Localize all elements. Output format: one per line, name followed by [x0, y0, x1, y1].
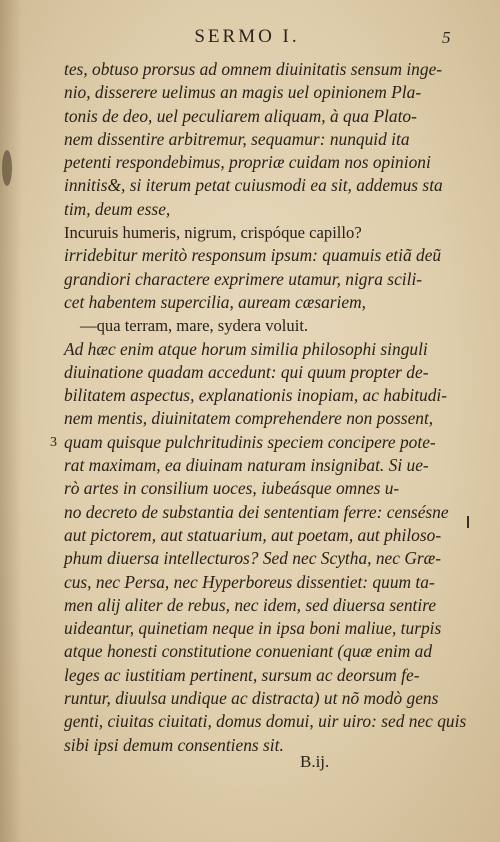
text-line: atque honesti constitutione conueniant (quæ enim ad [64, 641, 433, 662]
text-line: bilitatem aspectus, explanationis inopiam, ac habitudi- [64, 385, 448, 406]
text-line: runtur, diuulsa undique ac distracta) ut nõ modò gens [64, 688, 439, 709]
verse-line: Incuruis humeris, nigrum, crispóque capillo? [64, 223, 362, 243]
signature-mark: B.ij. [300, 752, 330, 771]
text-line: aut pictorem, aut statuarium, aut poetam, aut philoso- [64, 524, 442, 545]
text-line: uideantur, quinetiam neque in ipsa boni maliue, turpis [64, 618, 442, 639]
text-line: no decreto de substantia dei sententiam ferre: censésne [64, 501, 449, 522]
text-line: genti, ciuitas ciuitati, domus domui, uir uiro: sed nec quis [64, 711, 467, 732]
text-line: irridebitur meritò responsum ipsum: quamuis etiã deũ [64, 245, 442, 266]
text-line: rò artes in consilium uoces, iubeásque omnes u- [64, 478, 400, 499]
body-text [50, 58, 474, 757]
text-line: quam quisque pulchritudinis speciem concipere pote- [64, 431, 436, 452]
page-gutter-shadow [0, 0, 22, 842]
page-header [0, 26, 500, 52]
text-line: phum diuersa intellecturos? Sed nec Scytha, nec Græ- [64, 548, 442, 569]
text-line: cus, nec Persa, nec Hyperboreus dissentiet: quum ta- [64, 571, 435, 592]
text-line-with-margin-mark [50, 431, 474, 454]
text-line: Ad hæc enim atque horum similia philosophi singuli [64, 338, 428, 359]
text-line: nem dissentire arbitremur, sequamur: nunquid ita [64, 128, 410, 149]
text-line: nio, disserere uelimus an magis uel opinionem Pla- [64, 82, 422, 103]
text-line: cet habentem supercilia, auream cæsariem, [64, 291, 367, 312]
text-line: innitis&, si iterum petat cuiusmodi ea sit, addemus sta [64, 175, 443, 196]
text-line: nem mentis, diuinitatem comprehendere non possent, [64, 408, 434, 429]
text-line: rat maximam, ea diuinam naturam insignibat. Si ue- [64, 455, 429, 476]
ink-stain [2, 150, 12, 186]
text-line: tonis de deo, uel peculiarem aliquam, à qua Plato- [64, 105, 417, 126]
verse-line: —qua terram, mare, sydera voluit. [80, 316, 309, 336]
text-line: diuinatione quadam accedunt: qui quum propter de- [64, 361, 429, 382]
text-line: sibi ipsi demum consentiens sit. [64, 734, 284, 755]
margin-number: 3 [50, 434, 57, 450]
text-line: tes, obtuso prorsus ad omnem diuinitatis sensum inge- [64, 59, 443, 79]
running-head: SERMO I. [194, 26, 300, 47]
text-line: tim, deum esse, [64, 198, 171, 219]
text-line: leges ac iustitiam pertinent, sursum ac deorsum fe- [64, 664, 420, 685]
text-line: petenti respondebimus, propriæ cuidam nos opinioni [64, 152, 431, 173]
text-line: men alij aliter de rebus, nec idem, sed diuersa sentire [64, 594, 437, 615]
page-number: 5 [442, 28, 451, 47]
text-line: grandiori charactere exprimere utamur, nigra scili- [64, 268, 423, 289]
